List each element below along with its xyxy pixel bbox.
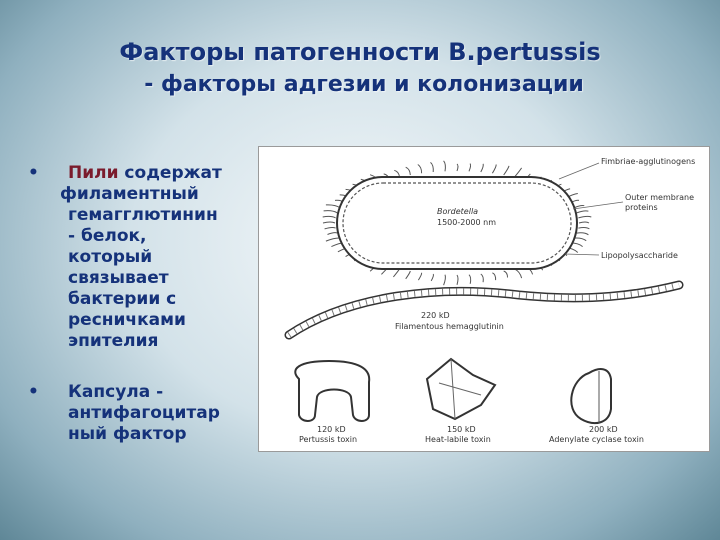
- slide-subtitle: - факторы адгезии и колонизации: [144, 72, 584, 97]
- pertussis-toxin-kd: 120 kD: [317, 425, 346, 434]
- pertussis-toxin-shape: [295, 361, 369, 421]
- bullet-line: который: [68, 247, 153, 267]
- pilus: [393, 269, 399, 277]
- pilus: [579, 222, 589, 223]
- bullet-marker: •: [28, 163, 39, 183]
- pilus: [577, 233, 589, 235]
- pilus: [328, 233, 338, 235]
- bordetella-label: Bordetella: [437, 207, 479, 216]
- pilus: [574, 238, 587, 241]
- slide-title: Факторы патогенности B.pertussis: [119, 38, 601, 66]
- bullet-line: ресничками: [68, 310, 186, 330]
- size-label: 1500-2000 nm: [437, 218, 497, 227]
- bullet-line: бактерии с: [68, 289, 177, 309]
- pilus: [469, 275, 471, 284]
- adenylate-cyclase-toxin-label: Adenylate cyclase toxin: [549, 435, 644, 444]
- outer-membrane-label: Outer membrane: [625, 193, 695, 202]
- adenylate-cyclase-toxin-shape: [571, 369, 611, 423]
- fha-kd-label: 220 kD: [421, 311, 450, 320]
- pilus: [469, 164, 471, 172]
- proteins-label: proteins: [625, 203, 658, 212]
- pilus: [504, 166, 509, 175]
- bullet-pili: [28, 163, 260, 352]
- pilus: [326, 238, 340, 241]
- pilus: [578, 227, 589, 228]
- pilus: [444, 161, 446, 172]
- pilus: [406, 167, 411, 175]
- pilus: [515, 168, 522, 177]
- pilus: [504, 271, 508, 278]
- lps-label: Lipopolysaccharide: [601, 251, 678, 260]
- pilus: [325, 227, 336, 228]
- pilus: [323, 216, 336, 217]
- pilus: [481, 274, 483, 282]
- pilus: [406, 271, 411, 279]
- pilus: [323, 222, 335, 223]
- bullet-line: связывает: [68, 268, 169, 288]
- pilus: [324, 211, 338, 213]
- pilus: [578, 216, 591, 217]
- bullet-lead-term: Пили: [68, 163, 119, 183]
- pilus: [418, 165, 422, 174]
- bullet-text: содержат: [118, 163, 222, 183]
- bullet-line: эпителия: [68, 331, 159, 351]
- pilus: [481, 164, 483, 172]
- bullet-line: антифагоцитар: [68, 403, 220, 423]
- bullet-line: филаментный: [60, 184, 199, 204]
- heat-labile-toxin-label: Heat-labile toxin: [425, 435, 491, 444]
- pilus: [492, 165, 496, 174]
- pilus: [444, 275, 446, 286]
- fimbriae-label: Fimbriae-agglutinogens: [601, 157, 696, 166]
- pilus: [418, 273, 421, 280]
- adenylate-cyclase-toxin-kd: 200 kD: [589, 425, 618, 434]
- bullet-capsule: [28, 382, 260, 445]
- fha-name-label: Filamentous hemagglutinin: [395, 322, 504, 331]
- pilus: [457, 164, 458, 171]
- bullet-line: ный фактор: [68, 424, 187, 444]
- pilus: [431, 274, 433, 281]
- pertussis-toxin-label: Pertussis toxin: [299, 435, 358, 444]
- pilus: [431, 162, 434, 172]
- bullet-line: - белок,: [68, 226, 147, 246]
- pilus: [457, 275, 458, 285]
- bullet-list: [28, 163, 260, 475]
- pilus: [515, 269, 522, 278]
- bullet-line: гемагглютинин: [68, 205, 218, 225]
- bullet-marker: •: [28, 382, 39, 402]
- pilus: [326, 205, 340, 208]
- heat-labile-toxin-kd: 150 kD: [447, 425, 476, 434]
- pilus: [492, 273, 495, 280]
- bordetella-diagram: [258, 146, 710, 452]
- pilus: [577, 211, 589, 213]
- bullet-line: Капсула -: [68, 382, 164, 402]
